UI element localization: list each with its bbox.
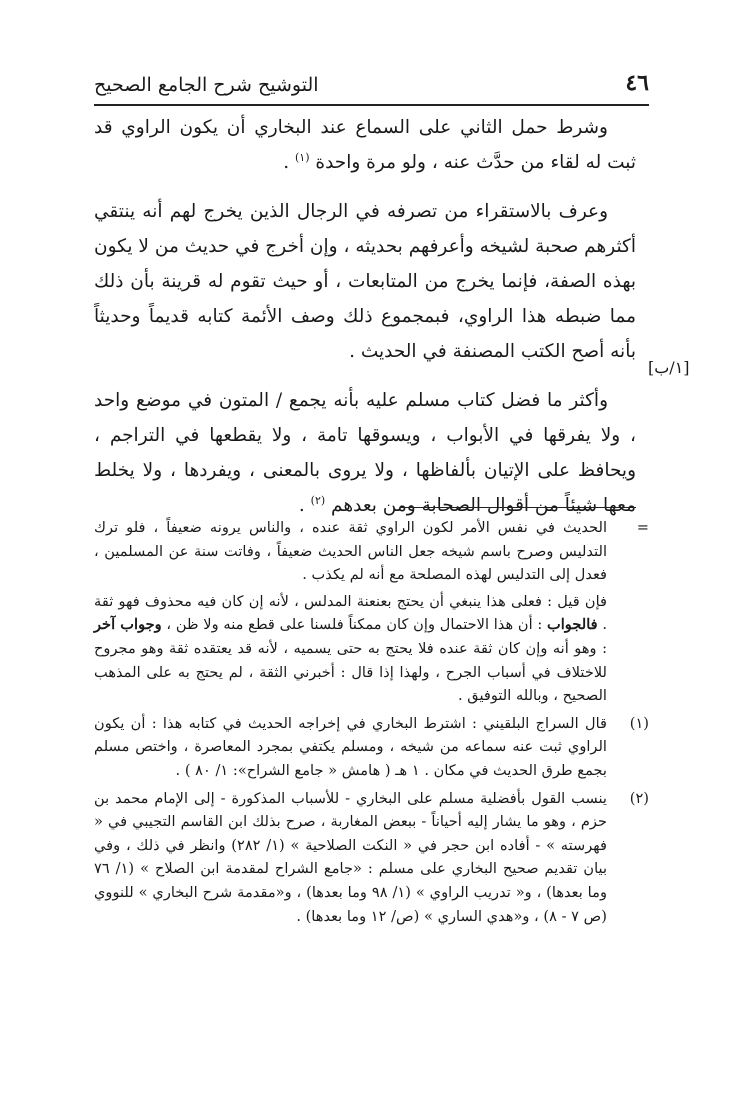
- continuation-text-a: فإن قيل : فعلى هذا ينبغي أن يحتج بعنعنة المدلس ، لأنه إن كان فيه محذوف فهو ثقة .: [94, 592, 607, 634]
- footnote-1-number: (١): [629, 714, 649, 732]
- footnote-2: [94, 787, 649, 929]
- footnote-separator: [400, 507, 636, 508]
- paragraph-2: وعرف بالاستقراء من تصرفه في الرجال الذين يخرج لهم أنه ينتقي أكثرهم صحبة لشيخه وأعرفهم بحديثه ، وإن أخرج في حديث من لا يكون بهذه الصفة، فإنما يخرج من المتابعات ، أو حيث تقوم له قرينة بأن ذلك مما ضبطه هذا الراوي، فبمجموع ذلك وصف الأئمة كتابه قديماً وحديثاً بأنه أصح الكتب المصنفة في الحديث .: [94, 201, 636, 362]
- continuation-text-c: : أن هذا الاحتمال وإن كان ممكناً فلسنا على قطع منه ولا ظن ،: [161, 616, 547, 634]
- main-text: [94, 110, 636, 523]
- page-header: [94, 70, 649, 100]
- footnote-2-number: (٢): [629, 789, 649, 807]
- continuation-text-d: : وهو أنه وإن كان ثقة عنده فلا يحتج به حتى يسميه ، لأنه قد يعتقده ثقة وهو مجروح للاختلاف في أسباب الجرح ، ولهذا إذا قال : أخبرني الثقة ، لم يحتج به على المذهب الصحيح ، وبالله التوفيق .: [94, 639, 607, 705]
- paragraph-3: [94, 383, 636, 523]
- answer-heading: فالجواب: [547, 616, 598, 634]
- paragraph-1-text: وشرط حمل الثاني على السماع عند البخاري أن يكون الراوي قد ثبت له لقاء من حدَّث عنه ، ولو مرة واحدة: [94, 117, 636, 173]
- footnote-continuation: [94, 516, 649, 708]
- running-title: التوشيح شرح الجامع الصحيح: [94, 74, 319, 96]
- paragraph-3-end: .: [298, 495, 311, 516]
- footnote-ref-1: (١): [294, 150, 310, 164]
- continuation-mark: =: [636, 519, 649, 536]
- footnote-2-text: ينسب القول بأفضلية مسلم على البخاري - للأسباب المذكورة - إلى الإمام محمد بن حزم ، وهو ما يشار إليه أحياناً - ببعض المغاربة ، صرح بذلك ابن القاسم التجيبي في « فهرسته » - أفاده ابن حجر في « النكت الصلاحية » (١/ ٢٨٢) وانظر في ذلك ، وفي بيان تقديم صحيح البخاري على مسلم : «جامع الشراح لمقدمة ابن الصلاح » (١/ ٧٦ وما بعدها) ، و« تدريب الراوي » (١/ ٩٨ وما بعدها) ، و«مقدمة شرح البخاري » للنووي (ص ٧ - ٨) ، و«هدي الساري » (ص/ ١٢ وما بعدها) .: [94, 789, 608, 925]
- continuation-para-1: الحديث في نفس الأمر لكون الراوي ثقة عنده ، والناس يرونه ضعيفاً ، فلو ترك التدليس وصرح باسم شيخه جعل الناس الحديث ضعيفاً ، وفاتت سنة عن المسلمين ، فعدل إلى التدليس لهذه المصلحة مع أنه لم يكذب .: [94, 519, 607, 584]
- footnote-1: [94, 712, 649, 783]
- continuation-para-2: [94, 590, 607, 708]
- footnotes: [94, 516, 649, 928]
- paragraph-1: [94, 110, 636, 180]
- another-answer-heading: وجواب آخر: [94, 616, 162, 634]
- folio-margin-note: [١/ب]: [648, 358, 690, 377]
- paragraph-3-text: وأكثر ما فضل كتاب مسلم عليه بأنه يجمع / المتون في موضع واحد ، ولا يفرقها في الأبواب ، ويسوقها تامة ، ولا يقطعها في التراجم ، ويحافظ على الإتيان بألفاظها ، ولا يروى بالمعنى ، ويفردها ، ولا يخلط معها شيئاً من أقوال الصحابة ومن بعدهم: [94, 390, 636, 516]
- footnote-1-text: قال السراج البلقيني : اشترط البخاري في إخراجه الحديث في كتابه هذا : أن يكون الراوي ثبت عنه سماعه من شيخه ، ومسلم يكتفي بمجرد المعاصرة ، واختص مسلم بجمع طرق الحديث في مكان . ١ هـ ( هامش « جامع الشراح»: ١/ ٨٠ ) .: [94, 714, 607, 779]
- paragraph-1-end: .: [283, 152, 295, 173]
- footnote-ref-2: (٢): [310, 493, 326, 507]
- page-number: ٤٦: [625, 70, 649, 96]
- header-rule: [94, 104, 649, 106]
